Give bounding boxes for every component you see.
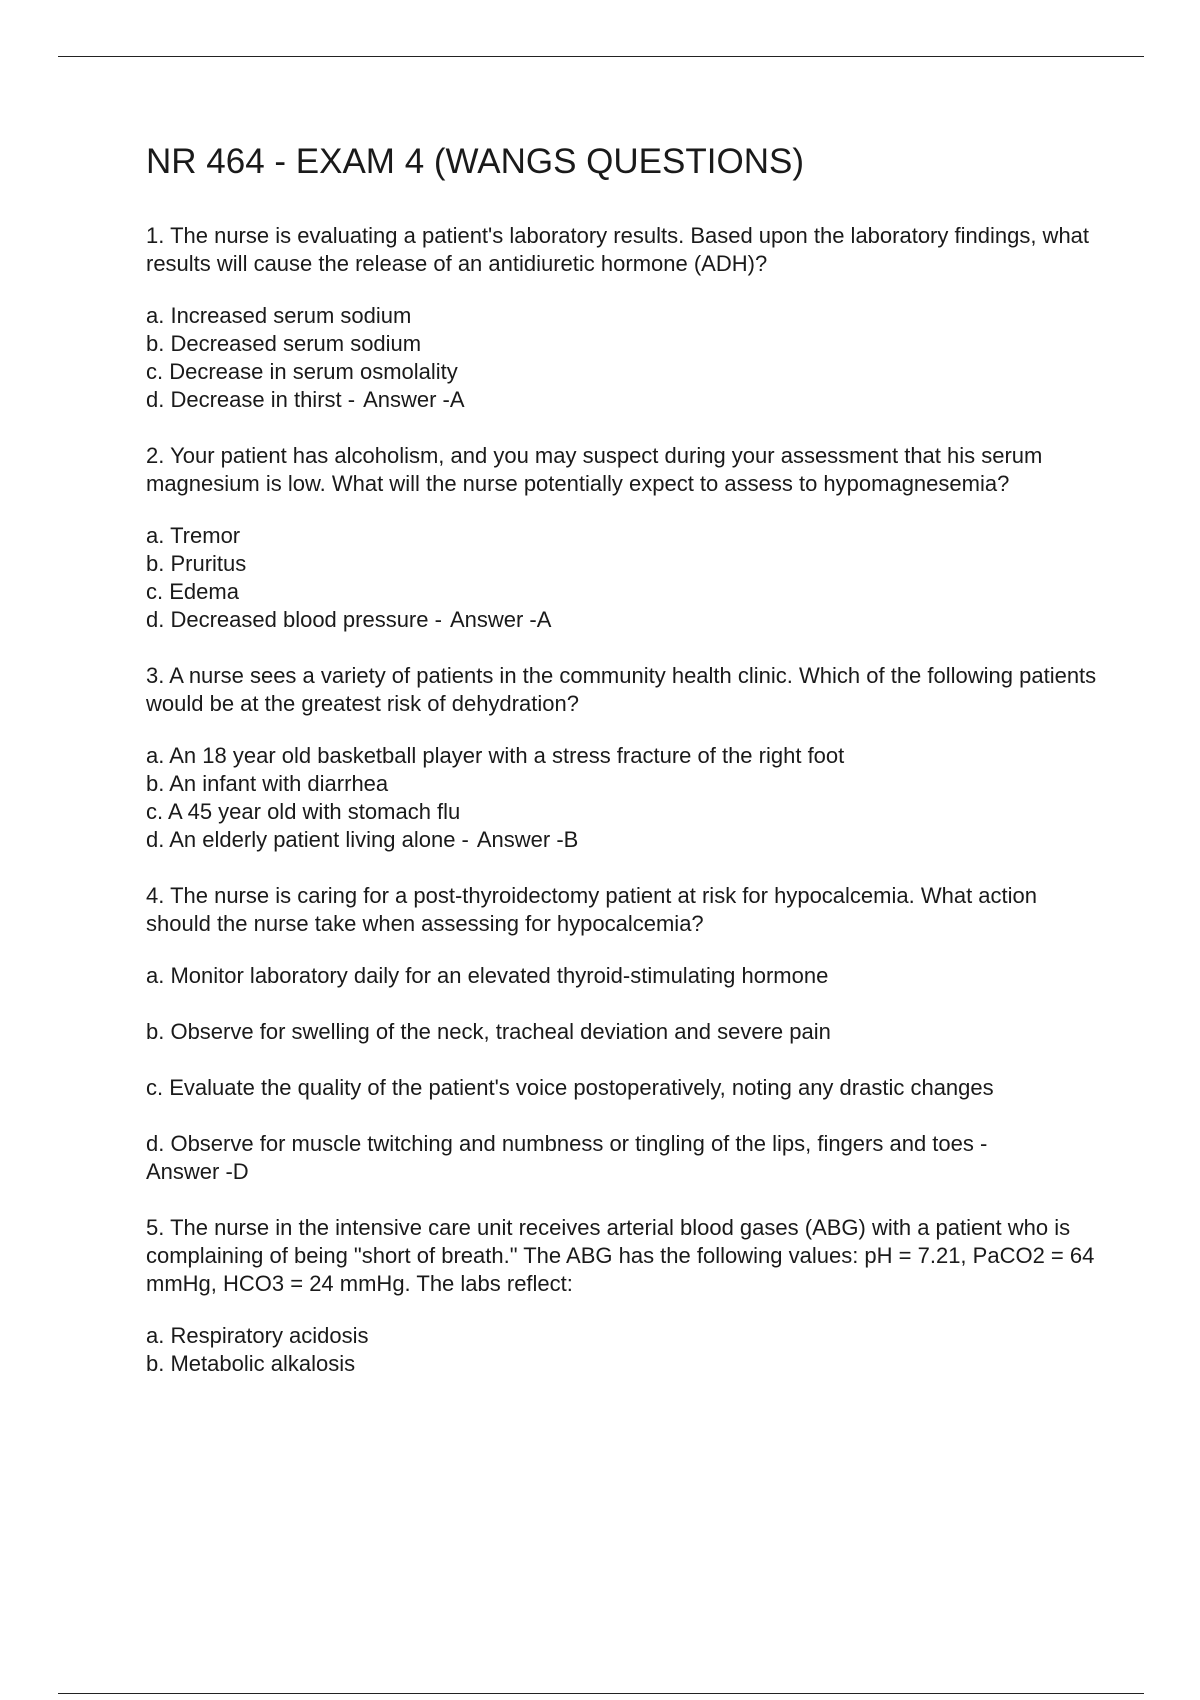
question-5 xyxy=(146,1214,1106,1378)
option-c: c. Edema xyxy=(146,579,239,604)
option-d: d. Decreased blood pressure - xyxy=(146,607,442,632)
question-stem: 1. The nurse is evaluating a patient's laboratory results. Based upon the laboratory findings, what results will cause the release of an antidiuretic hormone (ADH)? xyxy=(146,223,1090,276)
question-stem: 2. Your patient has alcoholism, and you may suspect during your assessment that his serum magnesium is low. What will the nurse potentially expect to assess to hypomagnesemia? xyxy=(146,443,1043,496)
question-stem: 5. The nurse in the intensive care unit receives arterial blood gases (ABG) with a patient who is complaining of being "short of breath." The ABG has the following values: pH = 7.21, PaCO2 = 64 mmHg, HCO3 = 24 mmHg. The labs reflect: xyxy=(146,1215,1095,1296)
answer-key: Answer -A xyxy=(449,607,552,632)
options-list xyxy=(146,302,1106,414)
option-a: a. Respiratory acidosis xyxy=(146,1323,369,1348)
option-a: a. Tremor xyxy=(146,523,241,548)
bottom-rule xyxy=(58,1693,1144,1694)
option-d: d. Decrease in thirst - xyxy=(146,387,356,412)
question-stem: 3. A nurse sees a variety of patients in the community health clinic. Which of the following patients would be at the greatest risk of dehydration? xyxy=(146,663,1097,716)
document-title: NR 464 - EXAM 4 (WANGS QUESTIONS) xyxy=(146,142,804,181)
option-a: a. An 18 year old basketball player with a stress fracture of the right foot xyxy=(146,743,845,768)
question-2 xyxy=(146,442,1106,634)
question-stem: 4. The nurse is caring for a post-thyroidectomy patient at risk for hypocalcemia. What action should the nurse take when assessing for hypocalcemia? xyxy=(146,883,1037,936)
option-c: c. Decrease in serum osmolality xyxy=(146,359,458,384)
option-d-line xyxy=(146,386,1106,414)
option-a: a. Monitor laboratory daily for an elevated thyroid-stimulating hormone xyxy=(146,963,829,988)
answer-key: Answer -D xyxy=(146,1159,249,1184)
option-d-line xyxy=(146,606,1106,634)
option-d-line xyxy=(146,1130,1106,1186)
option-b: b. Decreased serum sodium xyxy=(146,331,422,356)
option-d-line xyxy=(146,826,1106,854)
document-body xyxy=(146,142,1106,1406)
question-3 xyxy=(146,662,1106,854)
option-b: b. Pruritus xyxy=(146,551,247,576)
option-b: b. An infant with diarrhea xyxy=(146,771,389,796)
options-list xyxy=(146,522,1106,634)
option-b: b. Metabolic alkalosis xyxy=(146,1351,356,1376)
answer-key: Answer -B xyxy=(476,827,579,852)
option-d: d. An elderly patient living alone - xyxy=(146,827,469,852)
options-list xyxy=(146,742,1106,854)
option-b: b. Observe for swelling of the neck, tracheal deviation and severe pain xyxy=(146,1019,831,1044)
options-list xyxy=(146,1322,1106,1378)
option-d: d. Observe for muscle twitching and numbness or tingling of the lips, fingers and toes - xyxy=(146,1131,988,1156)
top-rule xyxy=(58,56,1144,57)
question-4 xyxy=(146,882,1106,1186)
option-c: c. A 45 year old with stomach flu xyxy=(146,799,461,824)
option-a: a. Increased serum sodium xyxy=(146,303,412,328)
options-list xyxy=(146,962,1106,1186)
question-1 xyxy=(146,222,1106,414)
answer-key: Answer -A xyxy=(363,387,465,412)
option-c: c. Evaluate the quality of the patient's voice postoperatively, noting any drastic changes xyxy=(146,1075,994,1100)
